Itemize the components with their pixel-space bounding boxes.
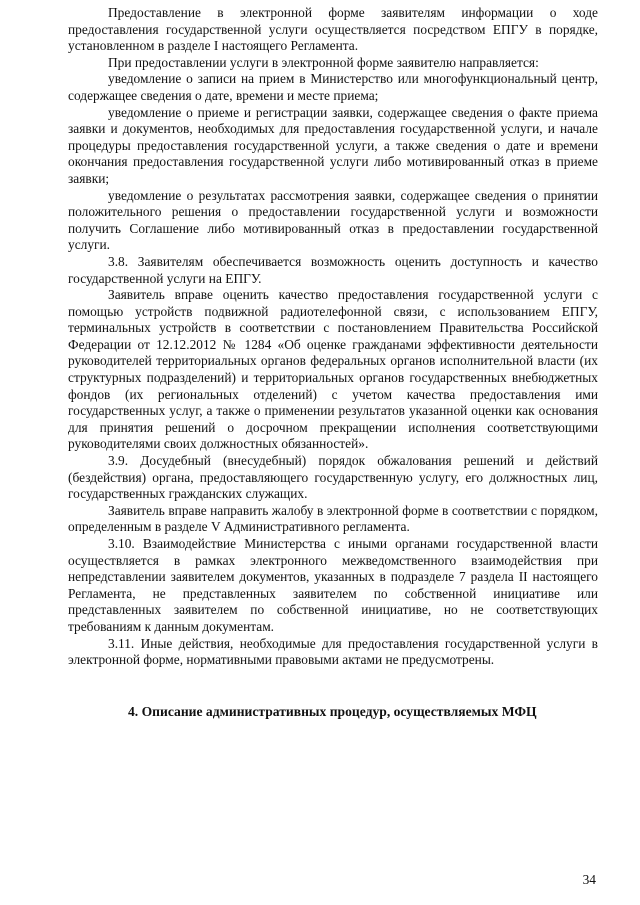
paragraph: уведомление о приеме и регистрации заявки, содержащее сведения о факте приема заявки и документов, необходимых для предоставления государственной услуги, и начале процедуры предоставления государственной услуги, а также сведения о дате и времени окончания предоставления государственной услуги либо мотивированный отказ в приеме заявки; xyxy=(68,104,598,186)
paragraph: Заявитель вправе оценить качество предоставления государственной услуги с помощью устройств подвижной радиотелефонной связи, с использованием ЕПГУ, терминальных устройств в соответствии с постановлением Правительства Российской Федерации от 12.12.2012 № 1284 «Об оценке гражданами эффективности деятельности руководителей территориальных органов федеральных органов исполнительной власти (их структурных подразделений) и территориальных органов государственных внебюджетных фондов (их региональных отделений) с учетом качества предоставления ими государственных услуг, а также о применении результатов указанной оценки как основания для принятия решений о досрочном прекращении исполнения соответствующими руководителями своих должностных обязанностей». xyxy=(68,287,598,452)
section-heading: 4. Описание административных процедур, осуществляемых МФЦ xyxy=(128,703,537,719)
paragraph: Предоставление в электронной форме заявителям информации о ходе предоставления государственной услуги осуществляется посредством ЕПГУ в порядке, установленном в разделе I настоящего Регламента. xyxy=(68,5,598,54)
paragraph: 3.8. Заявителям обеспечивается возможность оценить доступность и качество государственной услуги на ЕПГУ. xyxy=(68,253,598,286)
paragraph: 3.10. Взаимодействие Министерства с иными органами государственной власти осуществляется в рамках электронного межведомственного взаимодействия при непредставлении заявителем документов, указанных в подразделе 7 раздела II настоящего Регламента, не представленных заявителем по собственной инициативе или представленных заявителем по собственной инициативе, но не соответствующих требованиям к данным документам. xyxy=(68,536,598,634)
paragraph: уведомление о результатах рассмотрения заявки, содержащее сведения о принятии положительного решения о предоставлении государственной услуги и возможности получить Соглашение либо мотивированный отказ в предоставлении государственной услуги. xyxy=(68,187,598,253)
page-number: 34 xyxy=(582,872,596,887)
paragraph: 3.11. Иные действия, необходимые для предоставления государственной услуги в электронной форме, нормативными правовыми актами не предусмотрены. xyxy=(68,635,598,668)
paragraph: Заявитель вправе направить жалобу в электронной форме в соответствии с порядком, определенным в разделе V Административного регламента. xyxy=(68,502,598,535)
paragraph: 3.9. Досудебный (внесудебный) порядок обжалования решений и действий (бездействия) органа, предоставляющего государственную услугу, его должностных лиц, государственных гражданских служащих. xyxy=(68,453,598,502)
paragraph: При предоставлении услуги в электронной форме заявителю направляется: xyxy=(108,54,539,70)
paragraph: уведомление о записи на прием в Министерство или многофункциональный центр, содержащее сведения о дате, времени и месте приема; xyxy=(68,71,598,103)
